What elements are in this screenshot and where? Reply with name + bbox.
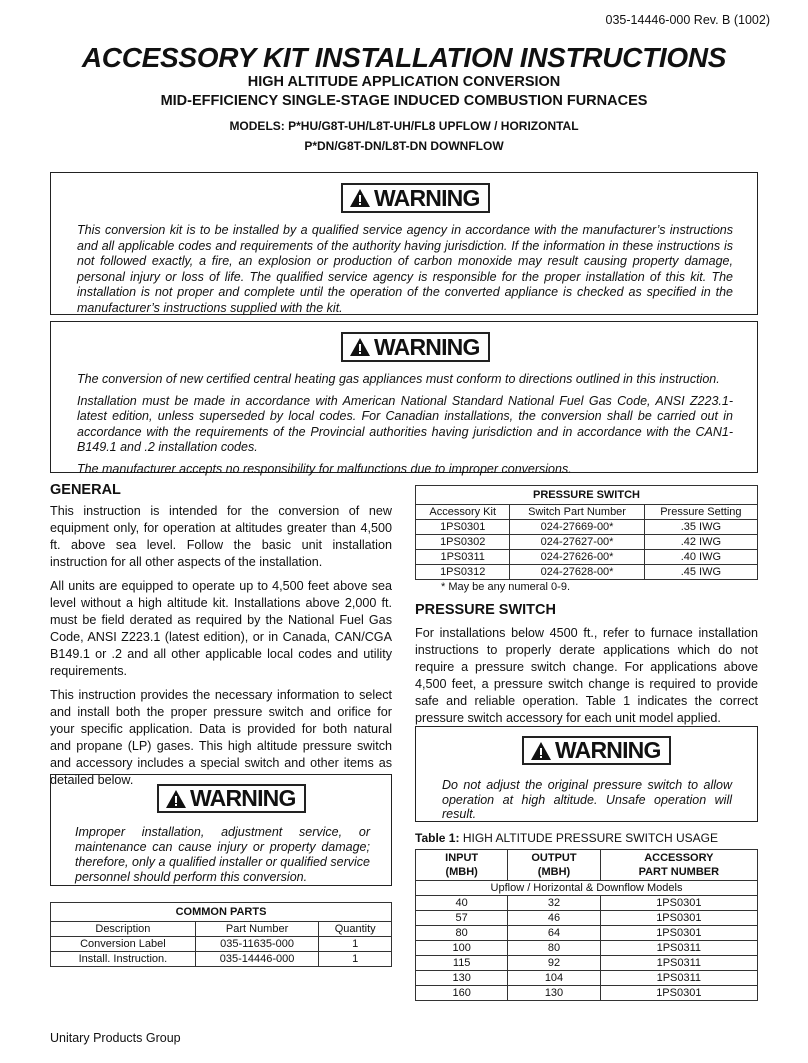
pressure-switch-table — [415, 485, 758, 580]
table-row: 115 92 1PS0311 — [416, 956, 758, 971]
table-row: 130 104 1PS0311 — [416, 971, 758, 986]
table-row: 100 80 1PS0311 — [416, 941, 758, 956]
cell: .42 IWG — [644, 535, 757, 550]
table-row — [416, 520, 758, 535]
cell: 024-27627-00* — [510, 535, 644, 550]
table-row — [51, 952, 392, 967]
table-caption: COMMON PARTS — [51, 903, 392, 922]
column-header: INPUT (MBH) — [416, 850, 508, 881]
warning-label-text: WARNING — [374, 184, 480, 211]
warning-label-text: WARNING — [190, 785, 296, 811]
models-downflow: P*DN/G8T-DN/L8T-DN DOWNFLOW — [304, 139, 504, 153]
warning-label-text: WARNING — [374, 333, 480, 360]
warning-label — [522, 736, 671, 765]
general-heading: GENERAL — [50, 482, 121, 498]
page-title: ACCESSORY KIT INSTALLATION INSTRUCTIONS — [81, 42, 727, 73]
warning-label — [341, 332, 490, 362]
cell: 024-27669-00* — [510, 520, 644, 535]
table1-title — [415, 831, 718, 845]
warning-text — [77, 372, 733, 483]
column-header: ACCESSORY PART NUMBER — [600, 850, 757, 881]
cell: 1 — [319, 952, 392, 967]
general-paragraph: This instruction is intended for the conversion of new equipment only, for operation at altitudes greater than 4,500 ft. above sea level. Follow the basic unit installation instruction for all other aspects of the installation. — [50, 504, 392, 569]
cell: 1PS0311 — [416, 550, 510, 565]
warning-box-qualified-agency — [50, 172, 758, 315]
column-header: Part Number — [195, 922, 319, 937]
warning-label — [341, 183, 490, 213]
table-row — [416, 565, 758, 580]
cell: .40 IWG — [644, 550, 757, 565]
table1-label: Table 1: — [415, 831, 460, 845]
warning-paragraph: Installation must be made in accordance with American National Standard National Fuel Gas Code, ANSI Z223.1-latest edition, unless superseded by local codes. For Canadian installations, the conversion shall be carried out in accordance with the requirements of the Provincial authorities having jurisdiction and in accordance with the CAN1-B149.1 and .2 installation codes. — [77, 393, 733, 454]
document-number: 035-14446-000 Rev. B (1002) — [605, 13, 770, 27]
pressure-switch-text: For installations below 4500 ft., refer to furnace installation instructions to properly derate applications which do not require a pressure switch change. For applications above 4,500 feet, a pressure switch change is required to provide safe and reliable operation. Table 1 indicates the correct pressure switch accessory for each unit model applied. — [415, 626, 758, 725]
table-group-row: Upflow / Horizontal & Downflow Models — [416, 881, 758, 896]
cell: 035-11635-000 — [195, 937, 319, 952]
subtitle-furnaces: MID-EFFICIENCY SINGLE-STAGE INDUCED COMBUSTION FURNACES — [160, 93, 648, 109]
warning-triangle-icon — [165, 789, 187, 809]
warning-triangle-icon — [349, 337, 371, 357]
warning-paragraph: The manufacturer accepts no responsibility for malfunctions due to improper conversions. — [77, 461, 572, 476]
table-row: 160 130 1PS0301 — [416, 986, 758, 1001]
column-header: Accessory Kit — [416, 505, 510, 520]
table-row — [51, 937, 392, 952]
cell: 035-14446-000 — [195, 952, 319, 967]
column-header: OUTPUT (MBH) — [508, 850, 600, 881]
cell: 1PS0302 — [416, 535, 510, 550]
models-upflow: MODELS: P*HU/G8T-UH/L8T-UH/FL8 UPFLOW / HORIZONTAL — [229, 119, 579, 133]
column-header: Switch Part Number — [510, 505, 644, 520]
general-body — [50, 503, 392, 796]
general-paragraph: This instruction provides the necessary information to select and install both the proper pressure switch and orifice for your specific application. Data is provided for both natural and propane (LP) gases. This high altitude pressure switch and accessory includes a special switch and other items as detailed below. — [50, 688, 392, 787]
cell: 024-27628-00* — [510, 565, 644, 580]
table-row: 57 46 1PS0301 — [416, 911, 758, 926]
common-parts-table — [50, 902, 392, 967]
warning-text: Improper installation, adjustment service, or maintenance can cause injury or property damage; therefore, only a qualified installer or qualified service personnel should perform this conversion. — [75, 825, 370, 884]
warning-label-text: WARNING — [555, 737, 661, 763]
table-caption: PRESSURE SWITCH — [416, 486, 758, 505]
table-footnote: * May be any numeral 0-9. — [441, 581, 571, 593]
warning-box-codes — [50, 321, 758, 476]
table-row: 40 32 1PS0301 — [416, 896, 758, 911]
table-row: 80 64 1PS0301 — [416, 926, 758, 941]
warning-paragraph: The conversion of new certified central heating gas appliances must conform to directions outlined in this instruction. — [77, 372, 720, 386]
cell: 024-27626-00* — [510, 550, 644, 565]
pressure-switch-heading: PRESSURE SWITCH — [415, 602, 556, 618]
warning-text: Do not adjust the original pressure switch to allow operation at high altitude. Unsafe operation will result. — [442, 778, 732, 821]
cell: .35 IWG — [644, 520, 757, 535]
cell: 1 — [319, 937, 392, 952]
footer-company: Unitary Products Group — [50, 1031, 181, 1045]
warning-box-installer — [50, 774, 392, 886]
altitude-pressure-switch-table — [415, 849, 758, 1001]
warning-triangle-icon — [530, 741, 552, 761]
warning-box-pressure-switch — [415, 726, 758, 822]
general-paragraph: All units are equipped to operate up to 4,500 feet above sea level without a high altitude kit. Installations above 2,000 ft. must be field derated as required by the National Fuel Gas Code, ANSI Z223.1 (latest edition), or in Canada, CAN/CGA B149.1 or .2 and all other applicable local codes and utility requirements. — [50, 579, 392, 678]
cell: Conversion Label — [51, 937, 196, 952]
cell: .45 IWG — [644, 565, 757, 580]
cell: 1PS0312 — [416, 565, 510, 580]
warning-label — [157, 784, 306, 813]
table-row — [416, 550, 758, 565]
column-header: Description — [51, 922, 196, 937]
column-header: Pressure Setting — [644, 505, 757, 520]
column-header: Quantity — [319, 922, 392, 937]
warning-text: This conversion kit is to be installed by a qualified service agency in accordance with the manufacturer’s instructions and all applicable codes and requirements of the authority having jurisdiction. If the information in these instructions is not followed exactly, a fire, an explosion or production of carbon monoxide may result causing property damage, personal injury or loss of life. The qualified service agency is responsible for the proper installation of this kit. The installation is not proper and complete until the operation of the converted appliance is checked as specified in the manufacturer’s instructions supplied with the kit. — [77, 223, 733, 315]
table-row — [416, 535, 758, 550]
cell: 1PS0301 — [416, 520, 510, 535]
table1-title-text: HIGH ALTITUDE PRESSURE SWITCH USAGE — [462, 831, 718, 845]
subtitle-altitude: HIGH ALTITUDE APPLICATION CONVERSION — [247, 74, 561, 90]
warning-triangle-icon — [349, 188, 371, 208]
cell: Install. Instruction. — [51, 952, 196, 967]
